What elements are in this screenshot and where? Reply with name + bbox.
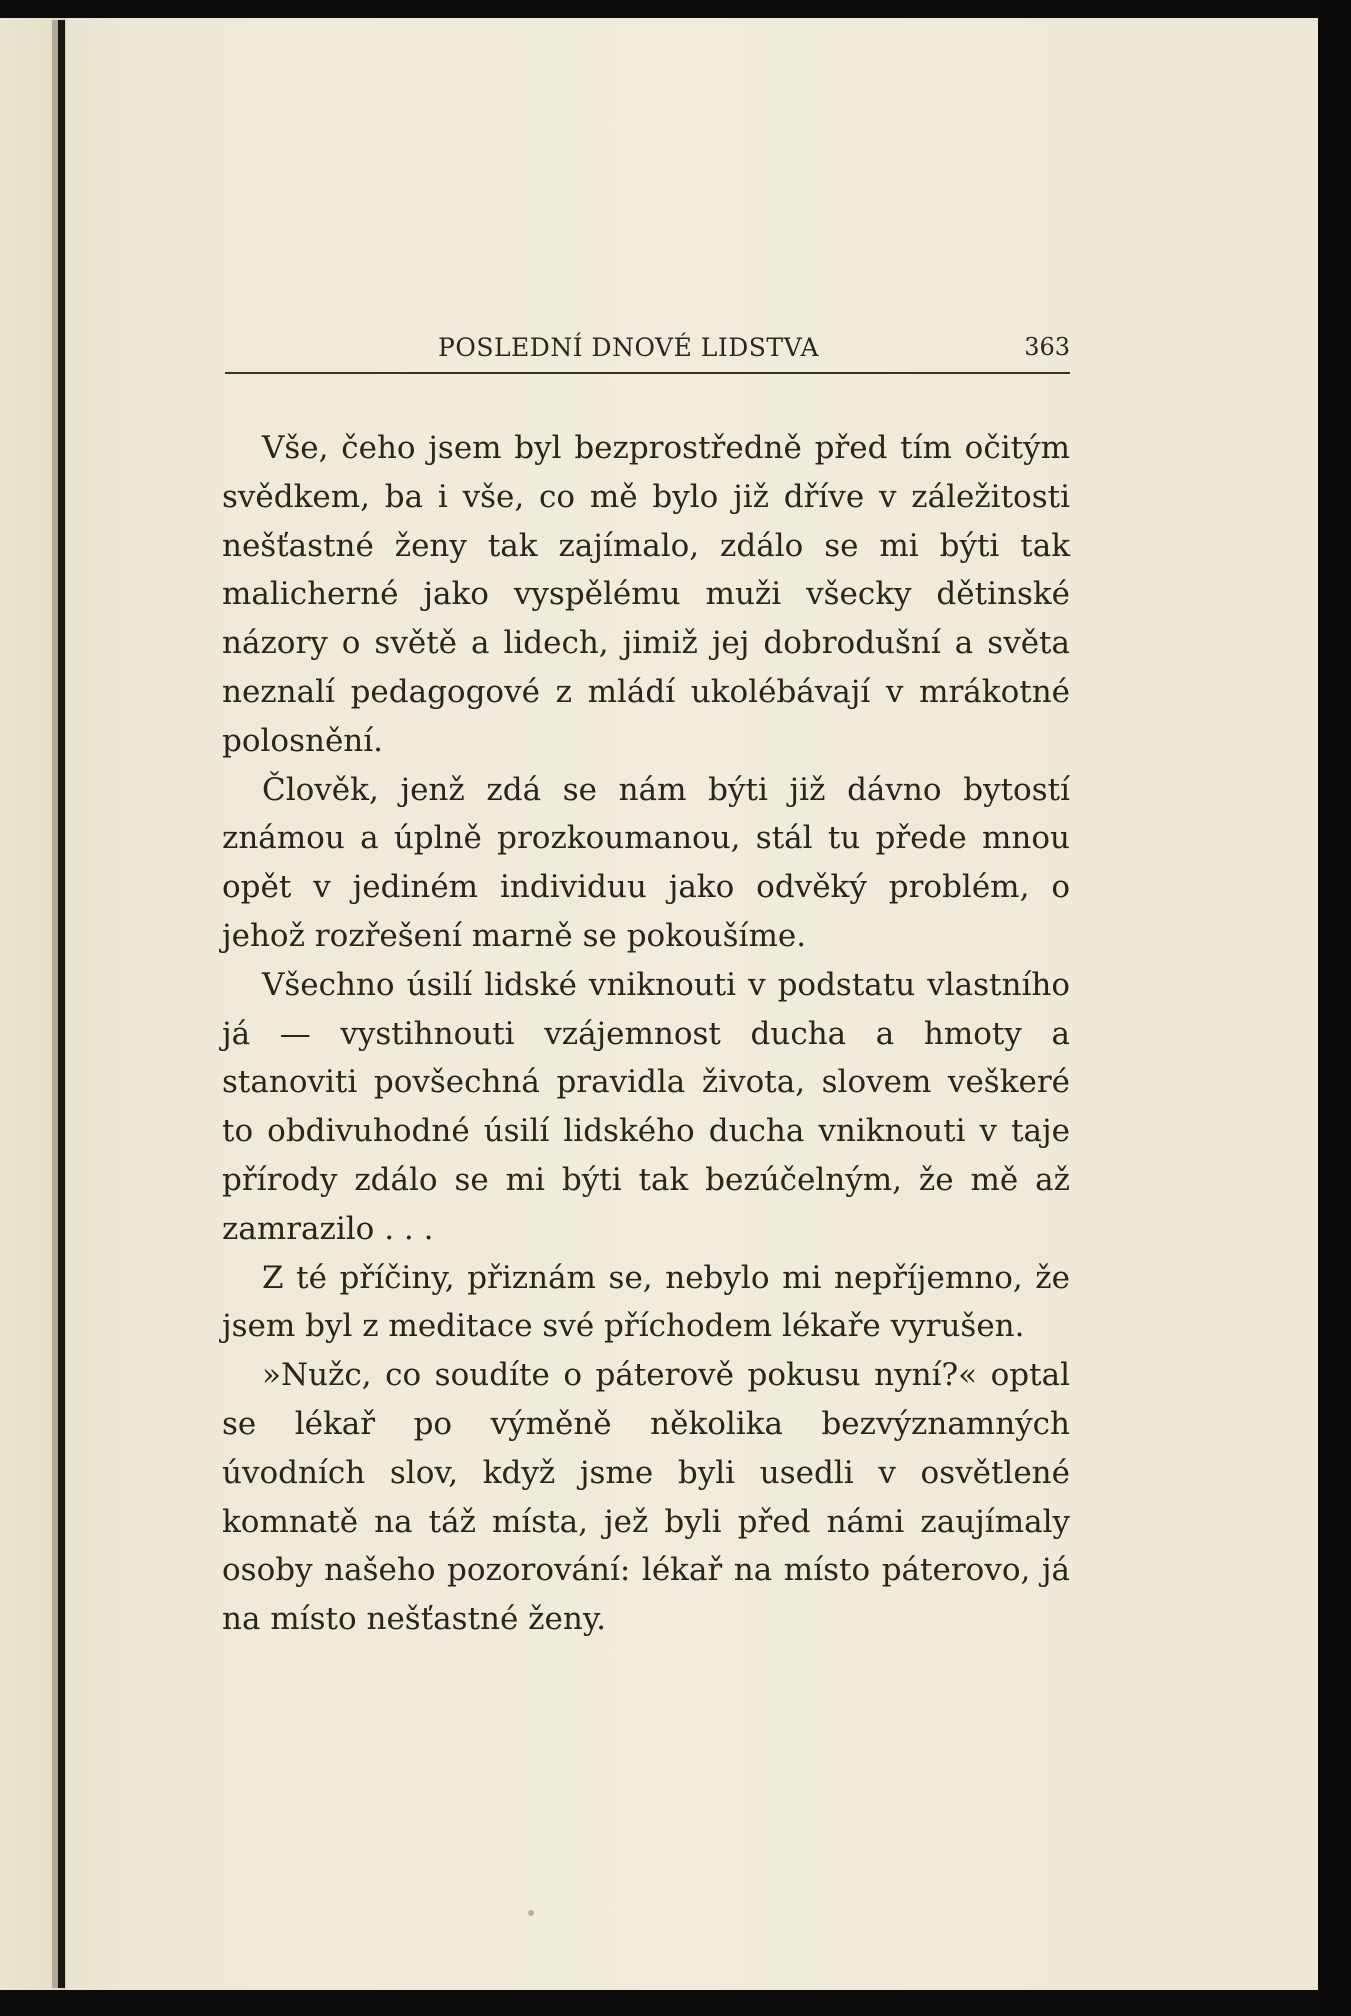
page-header	[225, 333, 1070, 375]
paragraph: Z té příčiny, přiznám se, nebylo mi nepříjemno, že jsem byl z meditace své příchodem lékaře vyrušen.	[222, 1259, 1070, 1345]
paragraph: »Nužc, co soudíte o páterově pokusu nyní?« optal se lékař po výměně několika bezvýznamných úvodních slov, když jsme byli usedli v osvětlené komnatě na táž místa, jež byli před námi zaujímaly osoby našeho pozorování: lékař na místo páterovo, já na místo nešťastné ženy.	[222, 1357, 1070, 1638]
body-text	[222, 424, 1070, 1644]
header-rule	[225, 372, 1070, 374]
paper-speck	[528, 1910, 534, 1916]
page-number: 363	[1024, 333, 1070, 361]
book-gutter	[58, 20, 65, 1988]
paragraph: Člověk, jenž zdá se nám býti již dávno bytostí známou a úplně prozkoumanou, stál tu přede mnou opět v jediném individuu jako odvěký problém, o jehož rozřešení marně se pokoušíme.	[222, 771, 1070, 954]
paragraph: Všechno úsilí lidské vniknouti v podstatu vlastního já — vystihnouti vzájemnost ducha a hmoty a stanoviti povšechná pravidla života, slovem veškeré to obdivuhodné úsilí lidského ducha vniknouti v taje přírody zdálo se mi býti tak bezúčelným, že mě až zamrazilo . . .	[222, 966, 1070, 1247]
paragraph: Vše, čeho jsem byl bezprostředně před tím očitým svědkem, ba i vše, co mě bylo již dříve v záležitosti nešťastné ženy tak zajímalo, zdálo se mi býti tak malicherné jako vyspělému muži všecky dětinské názory o světě a lidech, jimiž jej dobrodušní a světa neznalí pedagogové z mládí ukolébávají v mrákotné polosnění.	[222, 430, 1070, 759]
running-title: POSLEDNÍ DNOVÉ LIDSTVA	[438, 333, 819, 362]
right-scan-edge	[1318, 0, 1351, 2016]
